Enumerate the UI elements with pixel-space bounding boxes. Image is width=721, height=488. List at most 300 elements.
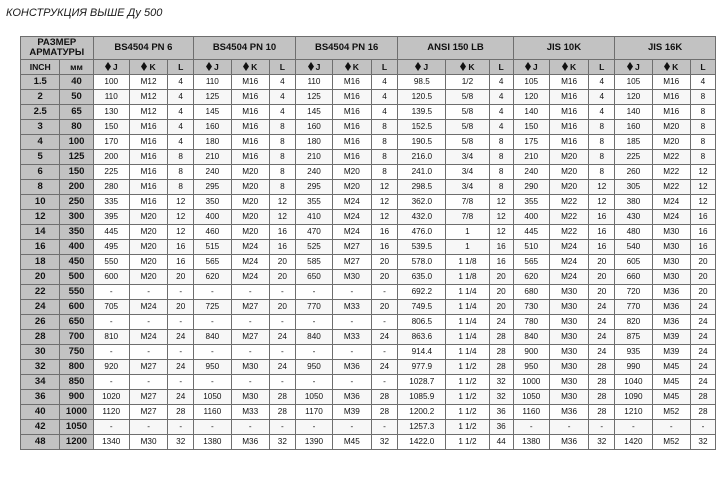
mm-cell: 850 xyxy=(60,375,93,390)
value-cell: 692.2 xyxy=(398,285,446,300)
value-cell: M30 xyxy=(549,345,588,360)
inch-cell: 40 xyxy=(21,405,60,420)
value-cell: 160 xyxy=(615,120,652,135)
table-row xyxy=(21,165,716,180)
value-cell: - xyxy=(168,420,194,435)
value-cell: 5/8 xyxy=(446,90,490,105)
value-cell: 190.5 xyxy=(398,135,446,150)
value-cell: M45 xyxy=(652,390,690,405)
value-cell: 705 xyxy=(93,300,129,315)
table-row xyxy=(21,120,716,135)
value-cell: M30 xyxy=(652,240,690,255)
value-cell: M30 xyxy=(231,360,269,375)
value-cell: - xyxy=(231,420,269,435)
value-cell: 840 xyxy=(194,330,231,345)
value-cell: 539.5 xyxy=(398,240,446,255)
value-cell: 28 xyxy=(489,330,513,345)
mm-cell: 250 xyxy=(60,195,93,210)
diameter-marker-icon xyxy=(105,62,111,71)
value-cell: - xyxy=(333,345,371,360)
table-row xyxy=(21,285,716,300)
value-cell: 355 xyxy=(295,195,332,210)
value-cell: 770 xyxy=(615,300,652,315)
value-cell: 725 xyxy=(194,300,231,315)
value-cell: - xyxy=(194,315,231,330)
value-cell: - xyxy=(168,375,194,390)
value-cell: 105 xyxy=(615,75,652,90)
value-cell: 820 xyxy=(615,315,652,330)
value-cell: 4 xyxy=(371,75,398,90)
group-header: BS4504 PN 16 xyxy=(295,37,398,60)
mm-cell: 100 xyxy=(60,135,93,150)
flange-dimensions-table xyxy=(20,36,716,450)
value-cell: 16 xyxy=(690,210,715,225)
value-cell: M16 xyxy=(129,195,167,210)
table-row xyxy=(21,270,716,285)
value-cell: 4 xyxy=(489,105,513,120)
value-cell: 120 xyxy=(513,90,549,105)
value-cell: M20 xyxy=(129,225,167,240)
value-cell: 16 xyxy=(168,255,194,270)
value-cell: 28 xyxy=(690,405,715,420)
value-cell: 210 xyxy=(194,150,231,165)
value-cell: 400 xyxy=(513,210,549,225)
value-cell: 1 1/2 xyxy=(446,420,490,435)
value-cell: 476.0 xyxy=(398,225,446,240)
value-cell: - xyxy=(168,345,194,360)
value-cell: - xyxy=(231,375,269,390)
inch-cell: 22 xyxy=(21,285,60,300)
value-cell: 240 xyxy=(513,165,549,180)
value-cell: 1390 xyxy=(295,435,332,450)
value-cell: - xyxy=(129,315,167,330)
value-cell: 780 xyxy=(513,315,549,330)
value-cell: - xyxy=(371,345,398,360)
inch-cell: 42 xyxy=(21,420,60,435)
value-cell: 8 xyxy=(168,180,194,195)
value-cell: M27 xyxy=(129,405,167,420)
value-cell: - xyxy=(168,315,194,330)
value-cell: - xyxy=(129,375,167,390)
value-cell: M16 xyxy=(129,135,167,150)
value-cell: - xyxy=(269,315,295,330)
value-cell: 8 xyxy=(371,165,398,180)
value-cell: M33 xyxy=(333,330,371,345)
column-header-label: K xyxy=(569,62,577,72)
value-cell: M30 xyxy=(333,270,371,285)
value-cell: 110 xyxy=(93,90,129,105)
value-cell: 8 xyxy=(269,150,295,165)
value-cell: 1170 xyxy=(295,405,332,420)
value-cell: 150 xyxy=(93,120,129,135)
value-cell: 635.0 xyxy=(398,270,446,285)
column-header-j xyxy=(93,60,129,75)
value-cell: M24 xyxy=(652,210,690,225)
value-cell: - xyxy=(269,375,295,390)
value-cell: 8 xyxy=(371,150,398,165)
value-cell: 295 xyxy=(295,180,332,195)
value-cell: 225 xyxy=(615,150,652,165)
value-cell: 24 xyxy=(489,315,513,330)
value-cell: 20 xyxy=(489,300,513,315)
value-cell: M20 xyxy=(333,165,371,180)
value-cell: 180 xyxy=(194,135,231,150)
value-cell: 4 xyxy=(269,105,295,120)
value-cell: M27 xyxy=(333,255,371,270)
mm-cell: 65 xyxy=(60,105,93,120)
value-cell: 1000 xyxy=(513,375,549,390)
value-cell: M24 xyxy=(549,255,588,270)
value-cell: M27 xyxy=(129,390,167,405)
value-cell: 1 1/2 xyxy=(446,435,490,450)
column-header-label: K xyxy=(149,62,156,72)
column-header-label: L xyxy=(700,62,706,72)
value-cell: 1 1/2 xyxy=(446,375,490,390)
value-cell: 920 xyxy=(93,360,129,375)
value-cell: 12 xyxy=(371,210,398,225)
mm-cell: 1200 xyxy=(60,435,93,450)
value-cell: 8 xyxy=(690,105,715,120)
mm-cell: 600 xyxy=(60,300,93,315)
value-cell: 4 xyxy=(269,90,295,105)
column-header-label: K xyxy=(672,62,679,72)
value-cell: 840 xyxy=(295,330,332,345)
value-cell: 1 1/8 xyxy=(446,270,490,285)
column-header-j xyxy=(194,60,231,75)
value-cell: 565 xyxy=(194,255,231,270)
column-header-j xyxy=(513,60,549,75)
column-header-label: J xyxy=(532,62,538,72)
value-cell: M16 xyxy=(333,135,371,150)
value-cell: - xyxy=(333,315,371,330)
value-cell: 1160 xyxy=(194,405,231,420)
value-cell: 863.6 xyxy=(398,330,446,345)
value-cell: 20 xyxy=(269,300,295,315)
value-cell: M12 xyxy=(129,75,167,90)
value-cell: 32 xyxy=(168,435,194,450)
value-cell: 565 xyxy=(513,255,549,270)
value-cell: 900 xyxy=(513,345,549,360)
value-cell: 28 xyxy=(589,405,615,420)
group-header: BS4504 PN 10 xyxy=(194,37,296,60)
value-cell: 5/8 xyxy=(446,120,490,135)
value-cell: - xyxy=(93,315,129,330)
column-header-j xyxy=(295,60,332,75)
value-cell: 380 xyxy=(615,195,652,210)
value-cell: 1 xyxy=(446,225,490,240)
value-cell: 20 xyxy=(371,300,398,315)
value-cell: M16 xyxy=(549,105,588,120)
value-cell: 1 1/4 xyxy=(446,345,490,360)
value-cell: M36 xyxy=(549,405,588,420)
value-cell: 4 xyxy=(269,75,295,90)
value-cell: 395 xyxy=(93,210,129,225)
diameter-marker-icon xyxy=(206,62,212,71)
inch-cell: 3 xyxy=(21,120,60,135)
value-cell: 16 xyxy=(690,225,715,240)
value-cell: 935 xyxy=(615,345,652,360)
value-cell: M30 xyxy=(129,435,167,450)
value-cell: 7/8 xyxy=(446,210,490,225)
value-cell: M16 xyxy=(231,75,269,90)
value-cell: 12 xyxy=(371,195,398,210)
value-cell: 20 xyxy=(371,270,398,285)
value-cell: 432.0 xyxy=(398,210,446,225)
column-header-j xyxy=(615,60,652,75)
column-header-label: J xyxy=(213,62,219,72)
inch-cell: 14 xyxy=(21,225,60,240)
value-cell: 32 xyxy=(690,435,715,450)
value-cell: 28 xyxy=(489,360,513,375)
value-cell: - xyxy=(93,420,129,435)
value-cell: 8 xyxy=(589,120,615,135)
value-cell: 840 xyxy=(513,330,549,345)
inch-cell: 24 xyxy=(21,300,60,315)
value-cell: M33 xyxy=(333,300,371,315)
value-cell: 8 xyxy=(690,120,715,135)
inch-cell: 34 xyxy=(21,375,60,390)
value-cell: M20 xyxy=(231,180,269,195)
value-cell: 16 xyxy=(589,225,615,240)
diameter-marker-icon xyxy=(664,62,670,71)
value-cell: M20 xyxy=(129,240,167,255)
value-cell: - xyxy=(194,345,231,360)
value-cell: 550 xyxy=(93,255,129,270)
value-cell: 32 xyxy=(589,435,615,450)
value-cell: 4 xyxy=(589,75,615,90)
value-cell: 170 xyxy=(93,135,129,150)
value-cell: 8 xyxy=(489,165,513,180)
column-header-l xyxy=(589,60,615,75)
table-row xyxy=(21,360,716,375)
value-cell: 24 xyxy=(269,330,295,345)
inch-cell: 28 xyxy=(21,330,60,345)
value-cell: M24 xyxy=(333,195,371,210)
value-cell: M16 xyxy=(231,135,269,150)
value-cell: 24 xyxy=(690,315,715,330)
value-cell: 24 xyxy=(690,360,715,375)
value-cell: 125 xyxy=(194,90,231,105)
value-cell: 1090 xyxy=(615,390,652,405)
value-cell: 5/8 xyxy=(446,105,490,120)
value-cell: 362.0 xyxy=(398,195,446,210)
value-cell: M39 xyxy=(652,345,690,360)
inch-cell: 30 xyxy=(21,345,60,360)
value-cell: 1200.2 xyxy=(398,405,446,420)
value-cell: M20 xyxy=(129,270,167,285)
value-cell: 620 xyxy=(513,270,549,285)
value-cell: 130 xyxy=(93,105,129,120)
value-cell: M16 xyxy=(549,90,588,105)
value-cell: 680 xyxy=(513,285,549,300)
value-cell: M36 xyxy=(652,285,690,300)
value-cell: 12 xyxy=(371,180,398,195)
value-cell: M22 xyxy=(652,180,690,195)
mm-cell: 550 xyxy=(60,285,93,300)
value-cell: 12 xyxy=(489,225,513,240)
value-cell: 120 xyxy=(615,90,652,105)
value-cell: M20 xyxy=(652,135,690,150)
column-header-label: J xyxy=(423,62,429,72)
value-cell: M36 xyxy=(549,435,588,450)
value-cell: 950 xyxy=(513,360,549,375)
column-header-l xyxy=(168,60,194,75)
value-cell: 28 xyxy=(371,390,398,405)
value-cell: 1380 xyxy=(194,435,231,450)
value-cell: 8 xyxy=(489,150,513,165)
value-cell: 950 xyxy=(194,360,231,375)
value-cell: - xyxy=(129,345,167,360)
value-cell: 510 xyxy=(513,240,549,255)
value-cell: 1420 xyxy=(615,435,652,450)
table-row xyxy=(21,210,716,225)
value-cell: M22 xyxy=(549,195,588,210)
column-header-l xyxy=(371,60,398,75)
value-cell: M30 xyxy=(549,285,588,300)
value-cell: 8 xyxy=(269,165,295,180)
value-cell: - xyxy=(129,285,167,300)
value-cell: 20 xyxy=(168,300,194,315)
value-cell: - xyxy=(93,285,129,300)
column-header-label: K xyxy=(251,62,258,72)
value-cell: 1028.7 xyxy=(398,375,446,390)
value-cell: 578.0 xyxy=(398,255,446,270)
value-cell: - xyxy=(194,285,231,300)
mm-cell: 125 xyxy=(60,150,93,165)
value-cell: M16 xyxy=(333,120,371,135)
value-cell: 1 1/4 xyxy=(446,300,490,315)
value-cell: 525 xyxy=(295,240,332,255)
column-header-k xyxy=(333,60,371,75)
diameter-marker-icon xyxy=(345,62,351,71)
value-cell: M27 xyxy=(231,300,269,315)
header-row-groups xyxy=(21,37,716,60)
value-cell: 430 xyxy=(615,210,652,225)
value-cell: 8 xyxy=(489,180,513,195)
value-cell: 4 xyxy=(168,120,194,135)
value-cell: 16 xyxy=(269,240,295,255)
value-cell: 8 xyxy=(489,135,513,150)
table-row xyxy=(21,180,716,195)
value-cell: M20 xyxy=(549,165,588,180)
value-cell: 16 xyxy=(690,240,715,255)
value-cell: 8 xyxy=(690,135,715,150)
value-cell: 36 xyxy=(489,420,513,435)
value-cell: 200 xyxy=(93,150,129,165)
value-cell: 990 xyxy=(615,360,652,375)
value-cell: 720 xyxy=(615,285,652,300)
value-cell: 20 xyxy=(589,285,615,300)
value-cell: 355 xyxy=(513,195,549,210)
value-cell: M27 xyxy=(231,330,269,345)
value-cell: M30 xyxy=(652,255,690,270)
value-cell: 139.5 xyxy=(398,105,446,120)
value-cell: 20 xyxy=(489,285,513,300)
value-cell: 1 1/2 xyxy=(446,405,490,420)
mm-cell: 1000 xyxy=(60,405,93,420)
column-header-k xyxy=(652,60,690,75)
value-cell: 650 xyxy=(295,270,332,285)
value-cell: 24 xyxy=(589,345,615,360)
inch-cell: 16 xyxy=(21,240,60,255)
value-cell: M20 xyxy=(231,195,269,210)
value-cell: M16 xyxy=(333,90,371,105)
value-cell: 24 xyxy=(168,390,194,405)
table-row xyxy=(21,405,716,420)
value-cell: 12 xyxy=(489,210,513,225)
value-cell: M45 xyxy=(652,360,690,375)
table-row xyxy=(21,105,716,120)
value-cell: 20 xyxy=(371,255,398,270)
value-cell: 4 xyxy=(371,105,398,120)
value-cell: 24 xyxy=(690,375,715,390)
value-cell: 152.5 xyxy=(398,120,446,135)
value-cell: - xyxy=(231,345,269,360)
value-cell: M16 xyxy=(333,105,371,120)
group-header: BS4504 PN 6 xyxy=(93,37,194,60)
value-cell: - xyxy=(231,285,269,300)
value-cell: 185 xyxy=(615,135,652,150)
value-cell: - xyxy=(333,285,371,300)
value-cell: 515 xyxy=(194,240,231,255)
value-cell: 1050 xyxy=(295,390,332,405)
value-cell: 16 xyxy=(589,240,615,255)
value-cell: 28 xyxy=(371,405,398,420)
value-cell: 20 xyxy=(269,270,295,285)
table-row xyxy=(21,435,716,450)
mm-cell: 200 xyxy=(60,180,93,195)
value-cell: 3/4 xyxy=(446,180,490,195)
value-cell: M20 xyxy=(231,210,269,225)
value-cell: M36 xyxy=(333,390,371,405)
value-cell: 770 xyxy=(295,300,332,315)
column-header-label: L xyxy=(599,62,605,72)
mm-cell: 650 xyxy=(60,315,93,330)
value-cell: M36 xyxy=(333,360,371,375)
value-cell: 20 xyxy=(269,255,295,270)
column-header-label: J xyxy=(315,62,321,72)
column-header-j xyxy=(398,60,446,75)
inch-cell: 48 xyxy=(21,435,60,450)
value-cell: M16 xyxy=(549,75,588,90)
value-cell: 24 xyxy=(168,330,194,345)
value-cell: 32 xyxy=(269,435,295,450)
value-cell: M30 xyxy=(652,270,690,285)
inch-cell: 2.5 xyxy=(21,105,60,120)
value-cell: 16 xyxy=(589,210,615,225)
value-cell: 4 xyxy=(489,90,513,105)
value-cell: 24 xyxy=(589,300,615,315)
value-cell: M16 xyxy=(129,120,167,135)
inch-cell: 20 xyxy=(21,270,60,285)
value-cell: 125 xyxy=(295,90,332,105)
column-header-k xyxy=(549,60,588,75)
value-cell: 400 xyxy=(194,210,231,225)
value-cell: 180 xyxy=(295,135,332,150)
value-cell: 605 xyxy=(615,255,652,270)
value-cell: M16 xyxy=(549,135,588,150)
value-cell: 8 xyxy=(690,150,715,165)
value-cell: M16 xyxy=(231,120,269,135)
value-cell: M16 xyxy=(129,150,167,165)
value-cell: 4 xyxy=(168,135,194,150)
value-cell: - xyxy=(549,420,588,435)
column-header-l xyxy=(489,60,513,75)
mm-cell: 40 xyxy=(60,75,93,90)
value-cell: 12 xyxy=(489,195,513,210)
value-cell: - xyxy=(194,375,231,390)
inch-cell: 2 xyxy=(21,90,60,105)
